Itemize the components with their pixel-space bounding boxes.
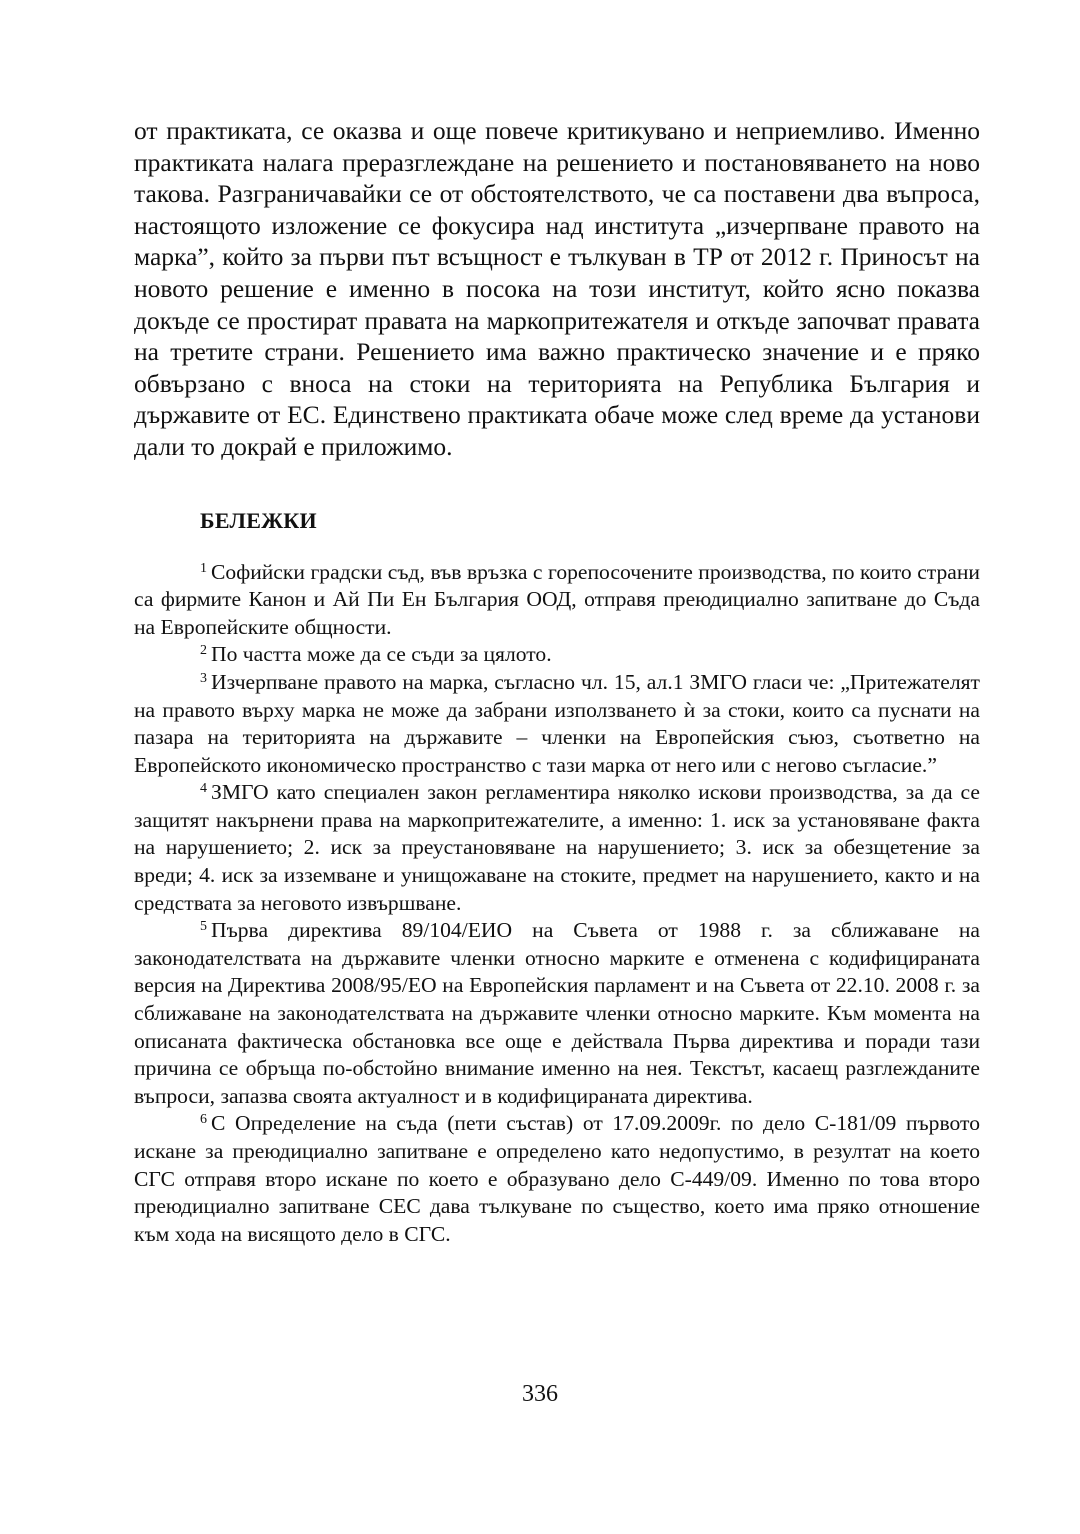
- footnote-number: 4: [200, 781, 207, 797]
- footnote-1: [134, 559, 980, 642]
- footnote-text: Първа директива 89/104/ЕИО на Съвета от 1988 г. за сближаване на законодателствата на държавите членки относно марките е отменена с кодифицираната версия на Директива 2008/95/ЕО на Европейския парламент и на Съвета от 22.10. 2008 г. за сближаване на законодателствата на държавите членки относно марките. Към момента на описаната фактическа обстановка все още е действала Първа директива и поради тази причина се обръща по-обстойно внимание именно на нея. Текстът, касаещ разглежданите въпроси, запазва своята актуалност и в кодифицираната директива.: [134, 918, 980, 1108]
- notes-heading: БЕЛЕЖКИ: [200, 507, 317, 533]
- footnote-5: [134, 917, 980, 1110]
- footnote-text: С Определение на съда (пети състав) от 17.09.2009г. по дело С-181/09 първото искане за преюдициално запитване е определено като недопустимо, в резултат на което СГС отправя второ искане по което е образувано дело С-449/09. Именно по това второ преюдициално запитване СЕС дава тълкуване по същество, което има пряко отношение към хода на висящото дело в СГС.: [134, 1111, 980, 1246]
- footnote-number: 5: [200, 919, 207, 935]
- footnote-number: 2: [200, 643, 207, 659]
- footnote-number: 3: [200, 670, 207, 686]
- footnote-3: [134, 669, 980, 779]
- footnote-2: [134, 641, 980, 669]
- footnote-6: [134, 1110, 980, 1248]
- footnote-text: ЗМГО като специален закон регламентира няколко искови производства, за да се защитят накърнени права на маркопритежателите, а именно: 1. иск за установяване факта на нарушението; 2. иск за преустановяване на нарушението; 3. иск за обезщетение за вреди; 4. иск за изземване и унищожаване на стоките, предмет на нарушението, както и на средствата за неговото извършване.: [134, 780, 980, 915]
- footnotes-list: [134, 559, 980, 1249]
- footnote-text: Софийски градски съд, във връзка с горепосочените производства, по които страни са фирмите Канон и Ай Пи Ен България ООД, отправя преюдициално запитване до Съда на Европейските общности.: [134, 559, 980, 639]
- footnote-4: [134, 779, 980, 917]
- page-number: 336: [522, 1381, 558, 1407]
- footnote-text: По частта може да се съди за цялото.: [211, 642, 552, 667]
- footnote-number: 1: [200, 560, 207, 576]
- body-paragraph: от практиката, се оказва и още повече критикувано и неприемливо. Именно практиката налага преразглеждане на решението и постановяването на ново такова. Разграничавайки се от обстоятелството, че са поставени два въпроса, настоящото изложение се фокусира над института „изчерпване правото на марка”, който за първи път всъщност е тълкуван в ТР от 2012 г. Приносът на новото решение е именно в посока на този институт, който ясно показва докъде се простират правата на маркопритежателя и откъде започват правата на третите страни. Решението има важно практическо значение и е пряко обвързано с вноса на стоки на територията на Република България и държавите от ЕС. Единствено практиката обаче може след време да установи дали то докрай е приложимо.: [134, 116, 980, 461]
- footnote-text: Изчерпване правото на марка, съгласно чл. 15, ал.1 ЗМГО гласи че: „Притежателят на правото върху марка не може да забрани използването ѝ за стоки, които са пуснати на пазара на територията на държавите – членки на Европейския съюз, съответно на Европейското икономическо пространство с тази марка от него или с негово съгласие.”: [134, 669, 980, 777]
- footnote-number: 6: [200, 1112, 207, 1128]
- page-content: [134, 115, 980, 1248]
